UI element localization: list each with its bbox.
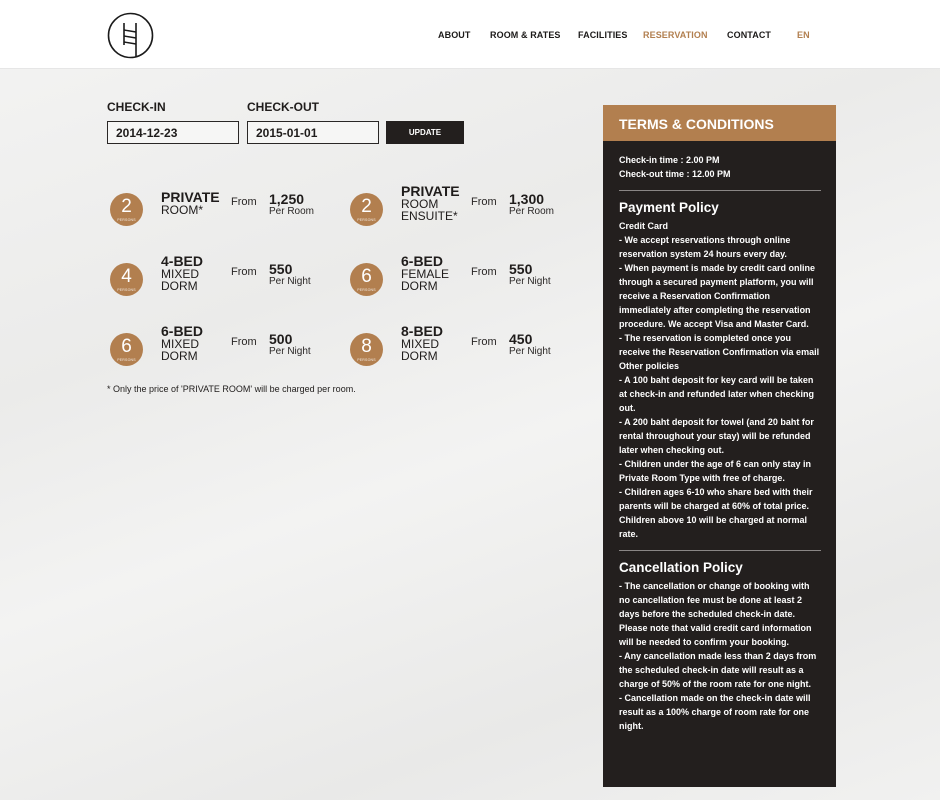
persons-count: 6 xyxy=(361,266,372,287)
persons-label: PERSONS xyxy=(117,288,136,292)
room-name: 6-BED FEMALE DORM xyxy=(401,253,450,293)
room-name: PRIVATE ROOM ENSUITE* xyxy=(401,183,460,223)
persons-label: PERSONS xyxy=(357,358,376,362)
site-header xyxy=(0,0,940,69)
from-label: From xyxy=(231,336,257,348)
checkin-checkout-times xyxy=(619,153,821,181)
ladder-logo-icon[interactable] xyxy=(107,12,154,59)
room-price: 1,300 Per Room xyxy=(509,191,555,217)
from-label: From xyxy=(471,266,497,278)
room-name: 8-BED MIXED DORM xyxy=(401,323,444,363)
room-card-6-bed-female-dorm[interactable] xyxy=(347,253,577,303)
checkin-date-input[interactable] xyxy=(107,121,239,144)
from-label: From xyxy=(471,336,497,348)
room-card-6-bed-mixed-dorm[interactable] xyxy=(107,323,337,373)
room-card-private-room[interactable] xyxy=(107,183,337,233)
persons-count: 2 xyxy=(361,196,372,217)
persons-label: PERSONS xyxy=(117,218,136,222)
checkout-time: Check-out time : 12.00 PM xyxy=(619,169,731,179)
room-card-private-room-ensuite[interactable] xyxy=(347,183,577,233)
pricing-footnote: * Only the price of 'PRIVATE ROOM' will be charged per room. xyxy=(107,384,356,394)
update-button[interactable]: UPDATE xyxy=(386,121,464,144)
nav-contact[interactable]: CONTACT xyxy=(727,30,772,40)
room-name: PRIVATE ROOM* xyxy=(161,189,220,217)
terms-body xyxy=(603,141,836,733)
divider xyxy=(619,190,821,191)
persons-count: 6 xyxy=(121,336,132,357)
nav-reservation[interactable]: RESERVATION xyxy=(643,30,708,40)
room-price: 550 Per Night xyxy=(269,261,311,287)
terms-panel xyxy=(603,105,836,787)
room-name: 6-BED MIXED DORM xyxy=(161,323,204,363)
room-price: 500 Per Night xyxy=(269,331,311,357)
room-price: 1,250 Per Room xyxy=(269,191,315,217)
checkout-label: CHECK-OUT xyxy=(247,100,319,114)
persons-badge xyxy=(110,333,143,366)
persons-label: PERSONS xyxy=(117,358,136,362)
payment-policy-heading: Payment Policy xyxy=(619,200,719,215)
room-card-4-bed-mixed-dorm[interactable] xyxy=(107,253,337,303)
cancellation-policy-text: - The cancellation or change of booking with no cancellation fee must be done at least 2 days before the scheduled check-in date. Please note that valid credit card information will be needed to confirm your booking. - Any cancellation made less than 2 days from the scheduled check-in date will result as a charge of 50% of the room rate for one night. - Cancellation made on the check-in date will result as a 100% charge of room rate for one night. xyxy=(619,581,817,731)
room-card-8-bed-mixed-dorm[interactable] xyxy=(347,323,577,373)
persons-label: PERSONS xyxy=(357,288,376,292)
room-price: 450 Per Night xyxy=(509,331,551,357)
from-label: From xyxy=(231,196,257,208)
from-label: From xyxy=(231,266,257,278)
persons-count: 4 xyxy=(121,266,132,287)
checkin-time: Check-in time : 2.00 PM xyxy=(619,155,720,165)
persons-count: 2 xyxy=(121,196,132,217)
room-name: 4-BED MIXED DORM xyxy=(161,253,204,293)
nav-facilities[interactable]: FACILITIES xyxy=(578,30,628,40)
cancellation-policy-heading: Cancellation Policy xyxy=(619,560,743,575)
terms-title: TERMS & CONDITIONS xyxy=(603,105,836,141)
nav-room-rates[interactable]: ROOM & RATES xyxy=(490,30,561,40)
persons-badge xyxy=(350,263,383,296)
payment-policy-text: Credit Card - We accept reservations through online reservation system 24 hours every day. - When payment is made by credit card online through a secured payment platform, you will receive a Reservation Confirmation immediately after completing the reservation procedure. We accept Visa and Master Card. - The reservation is completed once you receive the Reservation Confirmation via email Other policies - A 100 baht deposit for key card will be taken at check-in and refunded later when checking out. - A 200 baht deposit for towel (and 20 baht for rental throughout your stay) will be refunded later when checking out. - Children under the age of 6 can only stay in Private Room Type with free of charge. - Children ages 6-10 who share bed with their parents will be charged at 60% of total price. Children above 10 will be charged at normal rate. xyxy=(619,221,820,539)
from-label: From xyxy=(471,196,497,208)
persons-badge xyxy=(110,193,143,226)
checkout-date-input[interactable] xyxy=(247,121,379,144)
nav-about[interactable]: ABOUT xyxy=(438,30,471,40)
checkin-label: CHECK-IN xyxy=(107,100,166,114)
divider xyxy=(619,550,821,551)
persons-badge xyxy=(350,193,383,226)
persons-label: PERSONS xyxy=(357,218,376,222)
persons-count: 8 xyxy=(361,336,372,357)
persons-badge xyxy=(350,333,383,366)
persons-badge xyxy=(110,263,143,296)
language-selector[interactable]: EN xyxy=(797,30,810,40)
room-price: 550 Per Night xyxy=(509,261,551,287)
